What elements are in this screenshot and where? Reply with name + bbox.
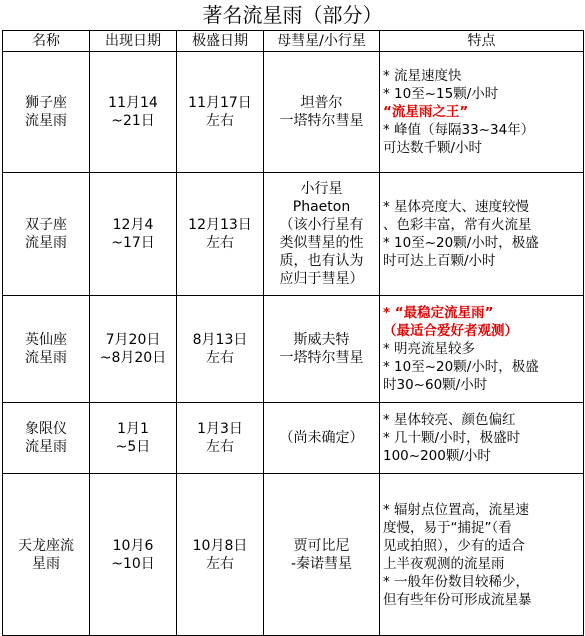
feature-line-highlight: “流星雨之王” — [383, 104, 469, 120]
appear-line: 7月20日 — [105, 332, 161, 348]
parent-line: 应归于彗星） — [279, 271, 364, 287]
feature-line: 、色彩丰富，常有火流星 — [383, 217, 532, 233]
feature-line: 但有些年份可形成流星暴 — [383, 591, 532, 608]
feature-line: * 流星速度快 — [383, 68, 462, 84]
features-cell — [380, 474, 584, 636]
parent-line: 小行星 — [300, 181, 343, 197]
feature-line: * 峰值（每隔33~34年） — [383, 122, 535, 138]
parent-line: （该小行星有 — [279, 217, 364, 233]
peak-line: 11月17日 — [188, 95, 252, 111]
peak-date-cell — [177, 474, 264, 636]
feature-line: 100~200颗/小时 — [383, 448, 491, 464]
peak-line: 左右 — [206, 439, 234, 455]
parent-line: （尚未确定） — [279, 430, 364, 446]
feature-line: * 10至~15颗/小时 — [383, 86, 499, 102]
name-cell — [3, 403, 90, 474]
parent-line: 一塔特尔彗星 — [279, 350, 364, 366]
feature-line: 上半夜观测的流星雨 — [383, 555, 505, 572]
feature-line: 时可达上百颗/小时 — [383, 253, 496, 269]
parent-line: 贾可比尼 — [293, 537, 350, 554]
appear-line: ~21日 — [111, 113, 155, 129]
appear-date-cell — [90, 52, 177, 173]
appear-date-cell — [90, 474, 177, 636]
peak-line: 左右 — [206, 113, 234, 129]
features-cell — [380, 52, 584, 173]
header-name: 名称 — [3, 31, 90, 52]
parent-line: 斯威夫特 — [293, 332, 350, 348]
peak-line: 10月8日 — [192, 537, 248, 554]
name-cell — [3, 173, 90, 296]
parent-line: Phaeton — [292, 199, 351, 215]
features-cell — [380, 403, 584, 474]
feature-line: * 一般年份数目较稀少， — [383, 573, 530, 590]
feature-line-highlight: * “最稳定流星雨” — [383, 305, 494, 321]
appear-date-cell — [90, 296, 177, 403]
peak-date-cell — [177, 296, 264, 403]
feature-line: * 星体亮度大、速度较慢 — [383, 199, 530, 215]
table-row — [3, 403, 584, 474]
appear-line: ~10日 — [111, 555, 155, 572]
appear-line: 11月14 — [108, 95, 158, 111]
parent-body-cell — [264, 403, 380, 474]
peak-line: 左右 — [206, 555, 234, 572]
parent-body-cell — [264, 52, 380, 173]
meteor-shower-table — [2, 30, 584, 636]
feature-line: * 10至~20颗/小时，极盛 — [383, 235, 539, 251]
name-cell — [3, 474, 90, 636]
feature-line: * 明亮流星较多 — [383, 341, 476, 357]
feature-line: 度慢，易于“捕捉”（看 — [383, 519, 512, 536]
parent-body-cell — [264, 474, 380, 636]
peak-line: 12月13日 — [188, 217, 252, 233]
appear-line: ~17日 — [111, 235, 155, 251]
name-line: 星雨 — [32, 555, 60, 572]
appear-line: ~8月20日 — [99, 350, 167, 366]
peak-line: 左右 — [206, 235, 234, 251]
appear-line: 12月4 — [112, 217, 154, 233]
parent-line: -秦诺彗星 — [290, 555, 353, 572]
appear-date-cell — [90, 173, 177, 296]
name-line: 流星雨 — [25, 350, 67, 366]
peak-line: 1月3日 — [197, 421, 243, 437]
header-parent-body: 母彗星/小行星 — [264, 31, 380, 52]
parent-line: 类似彗星的性 — [279, 235, 364, 251]
name-line: 流星雨 — [25, 113, 67, 129]
appear-date-cell — [90, 403, 177, 474]
table-row — [3, 173, 584, 296]
name-line: 象限仪 — [25, 421, 67, 437]
features-cell — [380, 173, 584, 296]
table-title: 著名流星雨（部分） — [202, 3, 383, 27]
name-line: 狮子座 — [25, 95, 67, 111]
name-line: 天龙座流 — [18, 537, 74, 554]
feature-line: * 10至~20颗/小时，极盛 — [383, 359, 539, 375]
feature-line: * 辐射点位置高，流星速 — [383, 501, 530, 518]
header-appear-date: 出现日期 — [90, 31, 177, 52]
header-features: 特点 — [380, 31, 584, 52]
peak-date-cell — [177, 173, 264, 296]
peak-line: 8月13日 — [192, 332, 248, 348]
name-cell — [3, 296, 90, 403]
parent-line: 一塔特尔彗星 — [279, 113, 364, 129]
name-cell — [3, 52, 90, 173]
feature-line: * 星体较亮、颜色偏红 — [383, 412, 516, 428]
feature-line-highlight: （最适合爱好者观测） — [383, 323, 518, 339]
parent-body-cell — [264, 296, 380, 403]
features-cell — [380, 296, 584, 403]
parent-body-cell — [264, 173, 380, 296]
name-line: 英仙座 — [25, 332, 67, 348]
peak-date-cell — [177, 403, 264, 474]
header-peak-date: 极盛日期 — [177, 31, 264, 52]
appear-line: 1月1 — [117, 421, 149, 437]
parent-line: 质，也有认为 — [279, 253, 364, 269]
parent-line: 坦普尔 — [300, 95, 343, 111]
name-line: 流星雨 — [25, 235, 67, 251]
appear-line: ~5日 — [115, 439, 151, 455]
peak-line: 左右 — [206, 350, 234, 366]
feature-line: * 几十颗/小时，极盛时 — [383, 430, 521, 446]
feature-line: 见或拍照），少有的适合 — [383, 537, 525, 554]
table-row — [3, 296, 584, 403]
header-row — [3, 31, 584, 52]
appear-line: 10月6 — [112, 537, 154, 554]
peak-date-cell — [177, 52, 264, 173]
table-row — [3, 52, 584, 173]
feature-line: 可达数千颗/小时 — [383, 140, 483, 156]
table-row — [3, 474, 584, 636]
name-line: 流星雨 — [25, 439, 67, 455]
feature-line: 时30~60颗/小时 — [383, 377, 488, 393]
name-line: 双子座 — [25, 217, 67, 233]
